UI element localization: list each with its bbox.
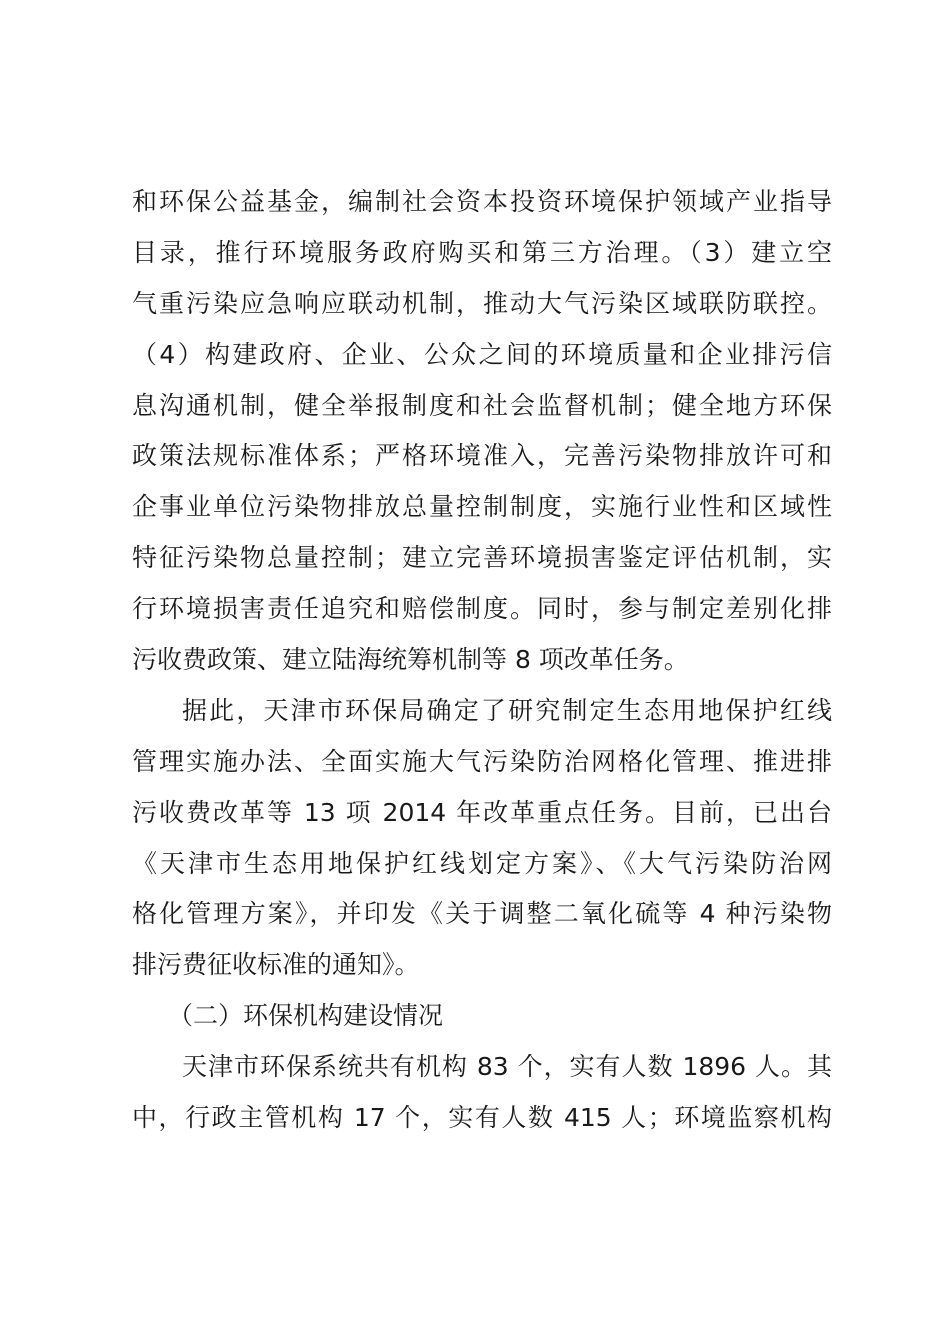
text-line: 气重污染应急响应联动机制，推动大气污染区域联防联控。 bbox=[132, 288, 832, 318]
text-line: 《天津市生态用地保护红线划定方案》、《大气污染防治网 bbox=[132, 848, 832, 878]
paragraph-start-line: 据此，天津市环保局确定了研究制定生态用地保护红线 bbox=[182, 695, 832, 725]
paragraph-start-line: 天津市环保系统共有机构 83 个，实有人数 1896 人。其 bbox=[182, 1052, 832, 1082]
text-line: 息沟通机制，健全举报制度和社会监督机制；健全地方环保 bbox=[132, 390, 832, 420]
text-line: 管理实施办法、全面实施大气污染防治网格化管理、推进排 bbox=[132, 746, 832, 776]
text-line: 企事业单位污染物排放总量控制制度，实施行业性和区域性 bbox=[132, 492, 832, 522]
section-heading: （二）环保机构建设情况 bbox=[168, 1001, 444, 1031]
text-line: 政策法规标准体系；严格环境准入，完善污染物排放许可和 bbox=[132, 441, 832, 471]
text-line: 污收费改革等 13 项 2014 年改革重点任务。目前，已出台 bbox=[132, 797, 832, 827]
text-line: 行环境损害责任追究和赔偿制度。同时，参与制定差别化排 bbox=[132, 594, 832, 624]
text-line: （4）构建政府、企业、公众之间的环境质量和企业排污信 bbox=[132, 339, 832, 369]
text-line: 格化管理方案》，并印发《关于调整二氧化硫等 4 种污染物 bbox=[132, 899, 832, 929]
text-line: 中，行政主管机构 17 个，实有人数 415 人；环境监察机构 bbox=[132, 1103, 832, 1133]
text-line: 特征污染物总量控制；建立完善环境损害鉴定评估机制，实 bbox=[132, 543, 832, 573]
body-text bbox=[132, 177, 832, 1144]
text-line: 和环保公益基金，编制社会资本投资环境保护领域产业指导 bbox=[132, 187, 832, 216]
text-line: 排污费征收标准的通知》。 bbox=[132, 950, 420, 980]
text-line: 污收费政策、建立陆海统筹机制等 8 项改革任务。 bbox=[132, 645, 689, 675]
text-line: 目录，推行环境服务政府购买和第三方治理。（3）建立空 bbox=[132, 237, 832, 267]
